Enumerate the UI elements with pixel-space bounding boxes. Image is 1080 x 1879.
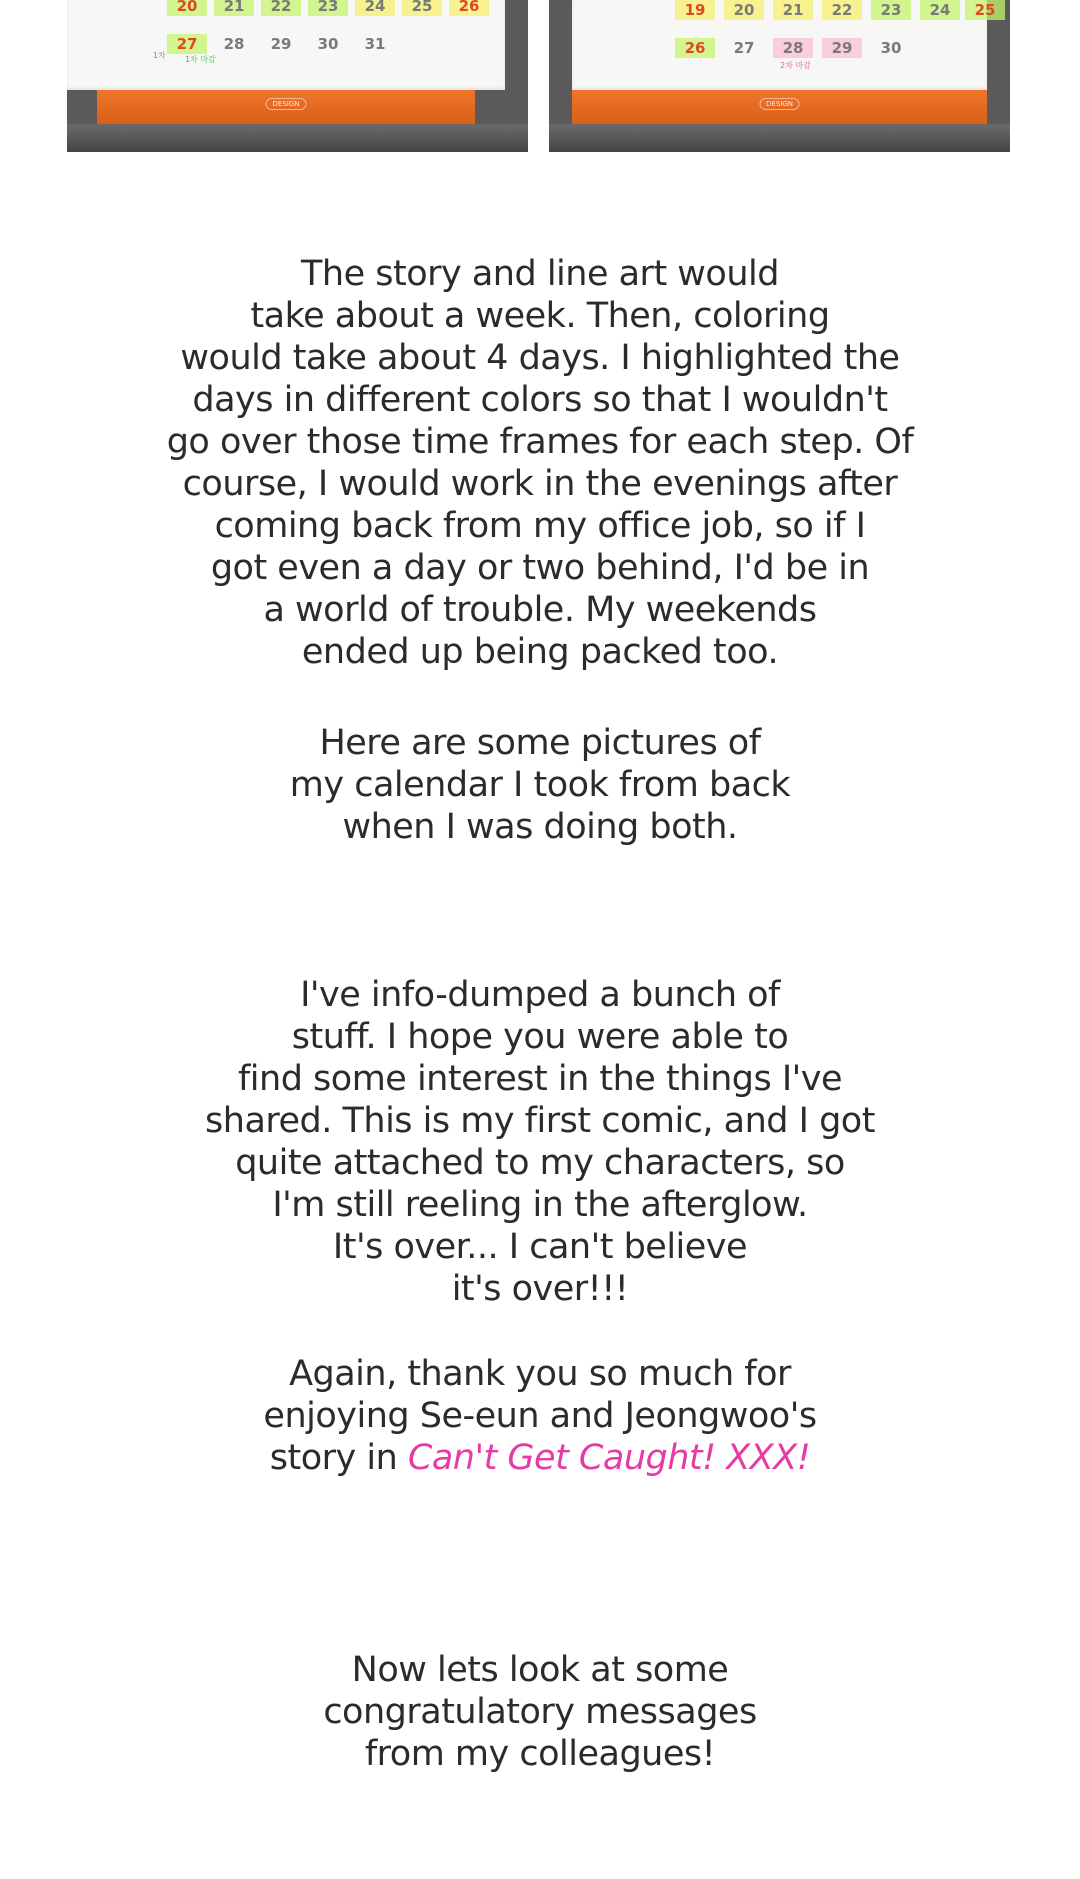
text-line: go over those time frames for each step. Of — [166, 422, 914, 462]
text-line: course, I would work in the evenings after — [182, 464, 898, 504]
calendar-day: 29 — [822, 38, 862, 58]
text-line — [0, 1437, 1080, 1479]
text-line: coming back from my office job, so if I — [214, 506, 866, 546]
calendar-day: 24 — [355, 0, 395, 16]
text-line: I've info-dumped a bunch of — [300, 975, 780, 1015]
calendar-week-row — [67, 0, 505, 18]
calendar-day: 20 — [724, 0, 764, 20]
calendar-page — [572, 0, 996, 90]
desk-surface — [549, 124, 1010, 152]
calendar-day: 31 — [364, 35, 386, 53]
text-line: from my colleagues! — [364, 1734, 716, 1774]
text-line: a world of trouble. My weekends — [263, 590, 817, 630]
calendar-day: 25 — [965, 0, 1005, 20]
calendar-photo-left — [67, 0, 528, 152]
text-line: enjoying Se-eun and Jeongwoo's — [263, 1396, 817, 1436]
calendar-day: 25 — [402, 0, 442, 16]
calendar-day: 28 — [773, 38, 813, 58]
calendar-day: 21 — [214, 0, 254, 16]
calendar-handwritten-note: 2차 마감 — [780, 61, 811, 70]
calendar-week-row — [67, 34, 505, 56]
calendar-day: 27 — [167, 34, 207, 54]
calendar-day: 23 — [308, 0, 348, 16]
text-line: stuff. I hope you were able to — [291, 1017, 789, 1057]
calendar-week-row — [572, 0, 996, 22]
calendar-day: 20 — [167, 0, 207, 16]
paragraph-thank-you — [0, 1353, 1080, 1479]
text-line: got even a day or two behind, I'd be in — [210, 548, 870, 588]
text-line: would take about 4 days. I highlighted the — [180, 338, 900, 378]
calendar-stand — [572, 90, 987, 124]
paragraph-schedule — [0, 253, 1080, 673]
text-line: The story and line art would — [301, 254, 779, 294]
text-line: Here are some pictures of — [319, 723, 761, 763]
text-line: congratulatory messages — [323, 1692, 757, 1732]
calendar-handwritten-note: 1차 마감 — [185, 55, 216, 64]
calendar-brand-logo: DESIGN — [266, 98, 307, 110]
calendar-photo-right — [549, 0, 1010, 152]
calendar-day: 30 — [880, 39, 902, 57]
calendar-day: 28 — [223, 35, 245, 53]
calendar-brand-logo: DESIGN — [759, 98, 800, 110]
calendar-day: 30 — [317, 35, 339, 53]
text-line: It's over... I can't believe — [332, 1227, 748, 1267]
calendar-stand — [97, 90, 475, 124]
text-line: ended up being packed too. — [301, 632, 779, 672]
calendar-day: 19 — [675, 0, 715, 20]
text-line: I'm still reeling in the afterglow. — [272, 1185, 808, 1225]
text-line: it's over!!! — [451, 1269, 629, 1309]
desk-surface — [67, 124, 528, 152]
calendar-day: 22 — [822, 0, 862, 20]
text-line: quite attached to my characters, so — [235, 1143, 845, 1183]
paragraph-congratulatory-intro — [0, 1649, 1080, 1775]
calendar-day: 22 — [261, 0, 301, 16]
text-line: Now lets look at some — [351, 1650, 729, 1690]
calendar-day: 27 — [733, 39, 755, 57]
calendar-page — [67, 0, 505, 90]
calendar-day: 23 — [871, 0, 911, 20]
text-line-prefix: story in — [269, 1438, 408, 1478]
text-line: when I was doing both. — [342, 807, 738, 847]
calendar-day: 21 — [773, 0, 813, 20]
calendar-day: 24 — [920, 0, 960, 20]
text-line: find some interest in the things I've — [237, 1059, 843, 1099]
text-line: days in different colors so that I wouldn't — [192, 380, 888, 420]
text-line: take about a week. Then, coloring — [250, 296, 830, 336]
text-line: Again, thank you so much for — [289, 1354, 791, 1394]
calendar-day: 26 — [675, 38, 715, 58]
calendar-day: 26 — [449, 0, 489, 16]
comic-title: Can't Get Caught! XXX! — [407, 1438, 811, 1478]
paragraph-info-dump — [0, 974, 1080, 1310]
paragraph-calendar-pictures — [0, 722, 1080, 848]
text-line: my calendar I took from back — [289, 765, 791, 805]
text-line: shared. This is my first comic, and I got — [205, 1101, 875, 1141]
calendar-day: 29 — [270, 35, 292, 53]
calendar-side-note: 1차 — [153, 51, 166, 60]
calendar-week-row — [572, 38, 987, 60]
